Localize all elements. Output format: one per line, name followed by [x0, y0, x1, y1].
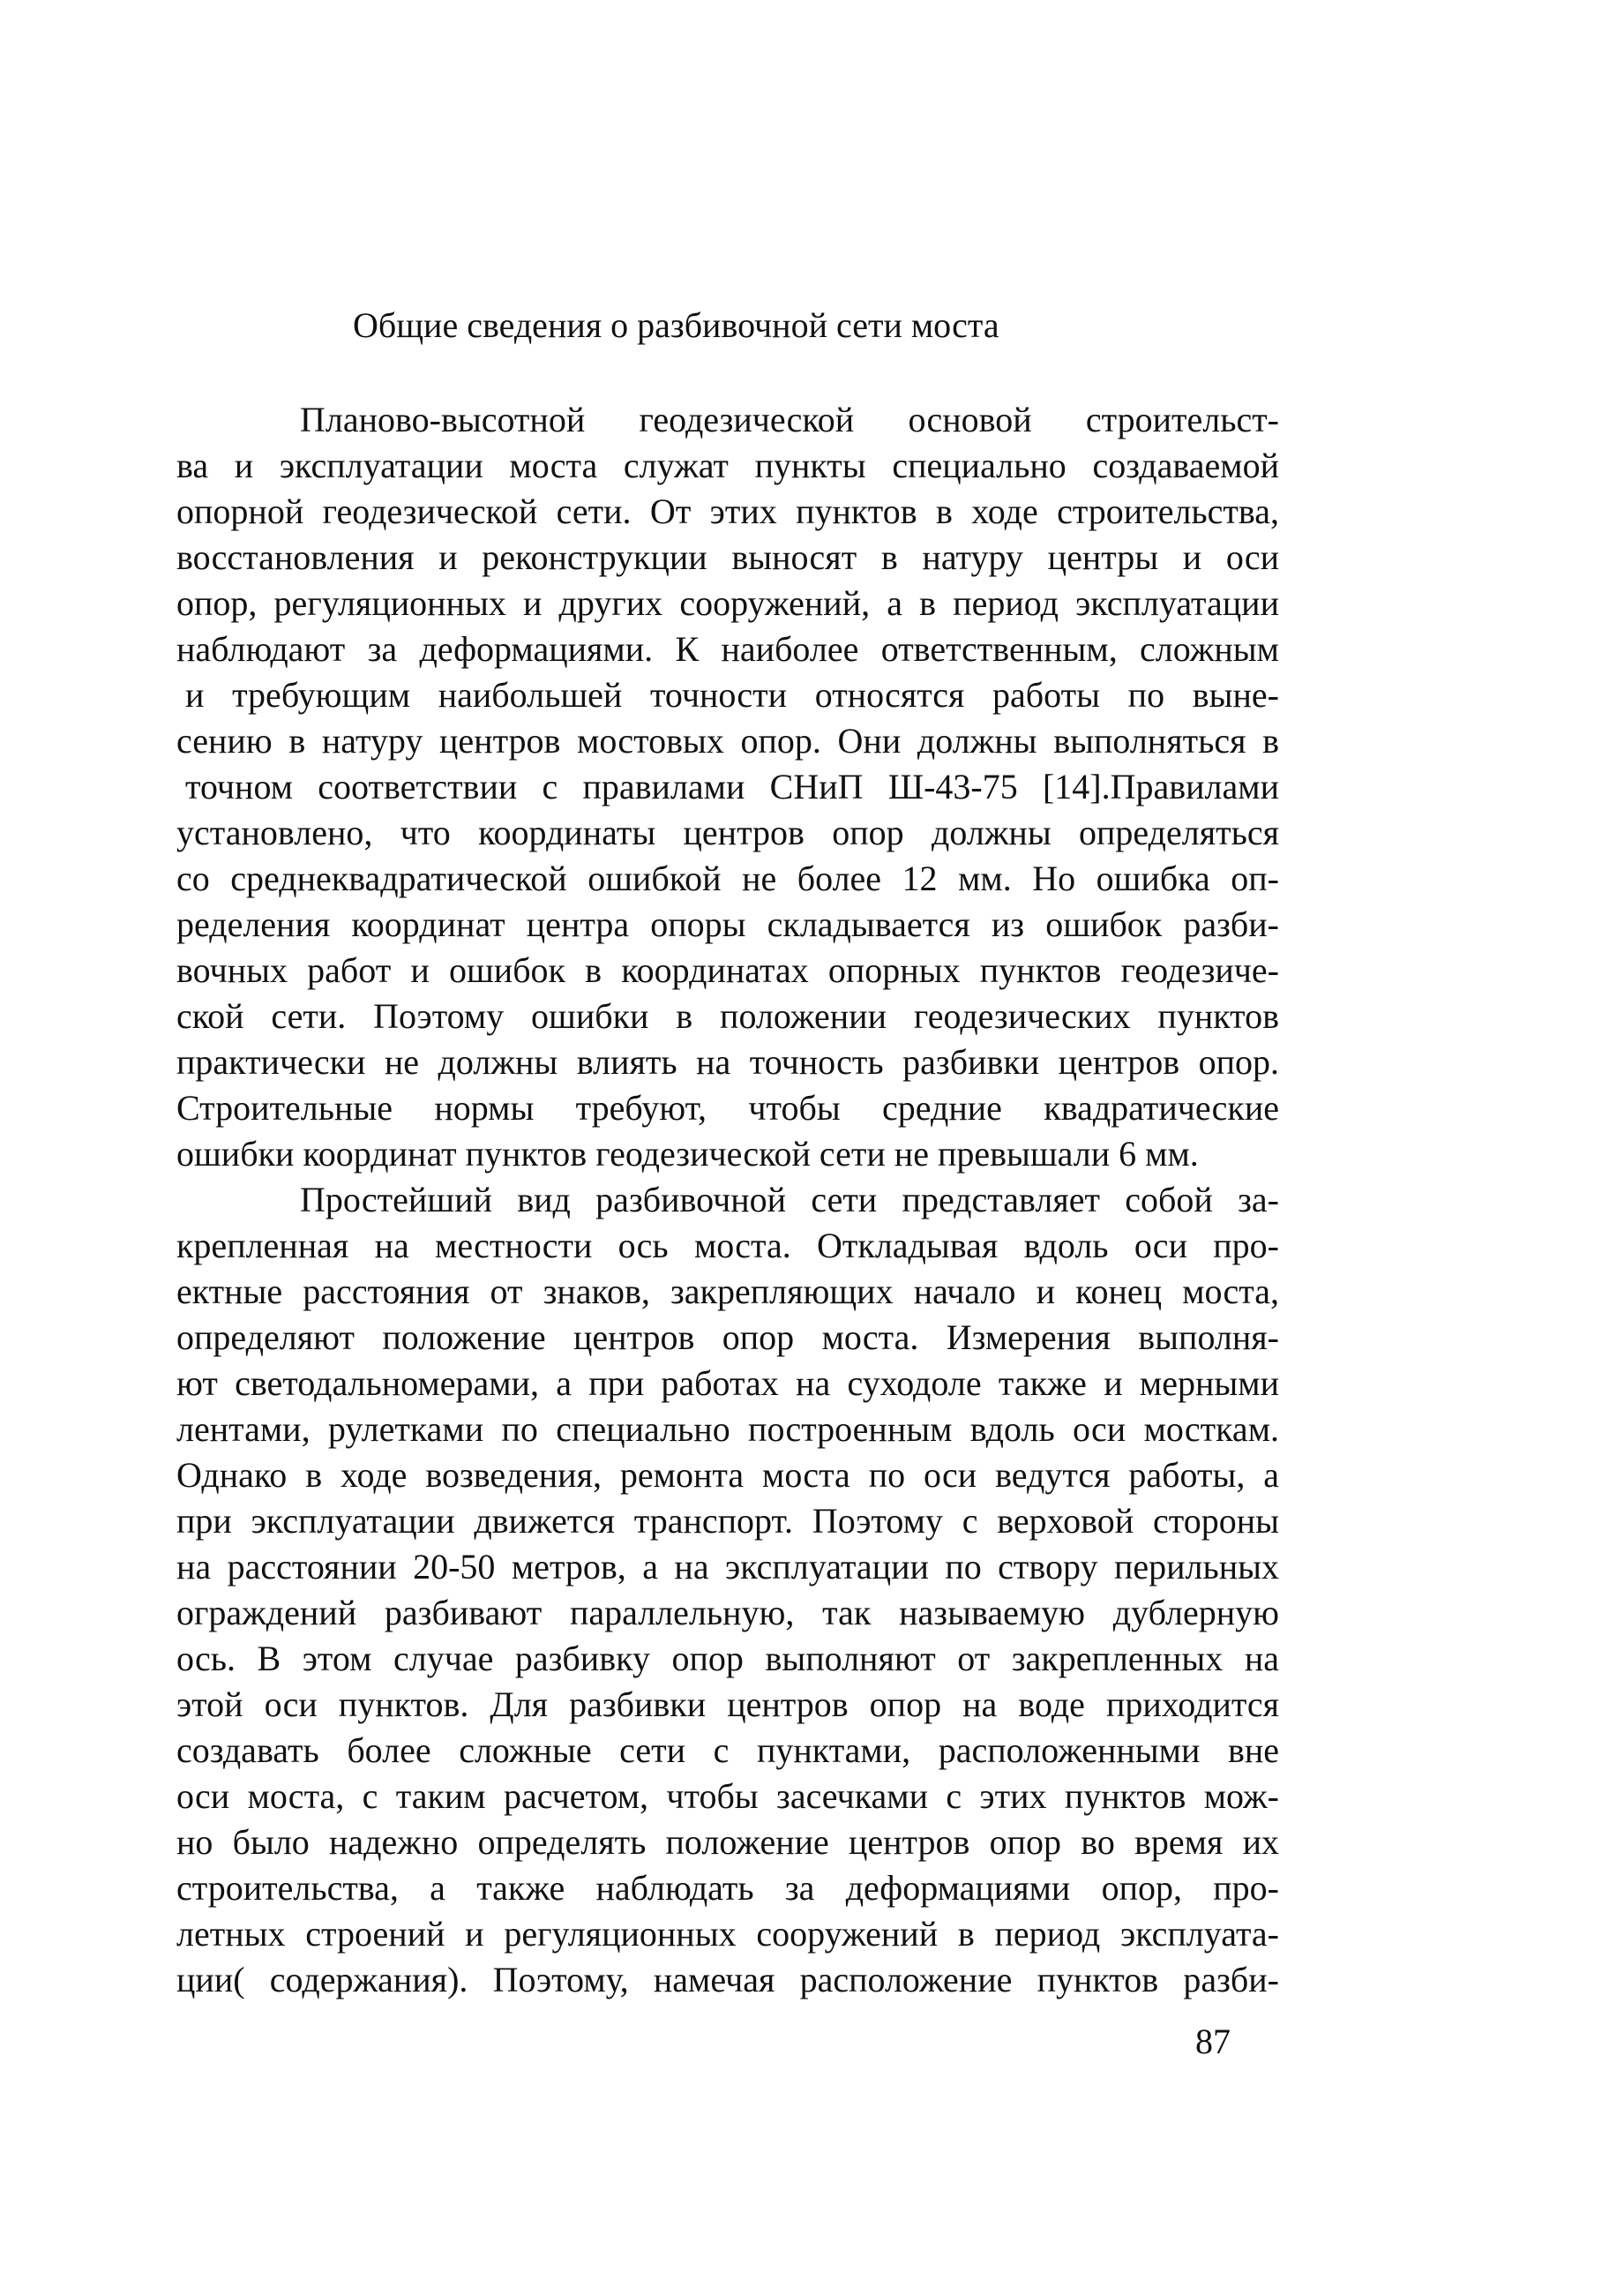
text-line: но было надежно определять положение центров опор во время их [176, 1822, 1279, 1862]
text-line: ва и эксплуатации моста служат пункты специально создаваемой [176, 446, 1279, 485]
text-line: точном соответствии с правилами СНиП Ш-43-75 [14].Правилами [185, 767, 1279, 806]
text-line: наблюдают за деформациями. К наиболее ответственным, сложным [176, 629, 1279, 669]
text-line: опор, регуляционных и других сооружений, а в период эксплуатации [176, 583, 1279, 623]
text-line: Строительные нормы требуют, чтобы средние квадратические [176, 1088, 1279, 1128]
section-title: Общие сведения о разбивочной сети моста [353, 305, 999, 345]
text-line: установлено, что координаты центров опор должны определяться [176, 813, 1279, 852]
text-line: оси моста, с таким расчетом, чтобы засечками с этих пунктов мож- [176, 1776, 1279, 1816]
text-line: Простейший вид разбивочной сети представляет собой за- [300, 1180, 1279, 1219]
text-line: со среднеквадратической ошибкой не более 12 мм. Но ошибка оп- [176, 859, 1279, 898]
text-line: ют светодальномерами, а при работах на суходоле также и мерными [176, 1363, 1279, 1403]
text-line: этой оси пунктов. Для разбивки центров опор на воде приходится [176, 1684, 1279, 1724]
text-line: и требующим наибольшей точности относятся работы по выне- [185, 675, 1279, 715]
text-line: лентами, рулетками по специально построенным вдоль оси мосткам. [176, 1409, 1279, 1449]
text-line: создавать более сложные сети с пунктами, расположенными вне [176, 1730, 1279, 1770]
text-line: ской сети. Поэтому ошибки в положении геодезических пунктов [176, 996, 1279, 1036]
text-line: ции( содержания). Поэтому, намечая расположение пунктов разби- [176, 1960, 1279, 1999]
text-line: ределения координат центра опоры складывается из ошибок разби- [176, 904, 1279, 944]
text-line: на расстоянии 20-50 метров, а на эксплуатации по створу перильных [176, 1547, 1279, 1587]
text-line: вочных работ и ошибок в координатах опорных пунктов геодезиче- [176, 950, 1279, 990]
text-line: ограждений разбивают параллельную, так называемую дублерную [176, 1593, 1279, 1632]
text-line: сению в натуру центров мостовых опор. Они должны выполняться в [176, 721, 1279, 761]
text-line: практически не должны влиять на точность разбивки центров опор. [176, 1042, 1279, 1082]
body-text [176, 397, 1279, 2003]
text-line: опорной геодезической сети. От этих пунктов в ходе строительства, [176, 491, 1279, 531]
text-line: ось. В этом случае разбивку опор выполняют от закрепленных на [176, 1639, 1279, 1678]
text-line: крепленная на местности ось моста. Откладывая вдоль оси про- [176, 1226, 1279, 1265]
text-line: определяют положение центров опор моста. Измерения выполня- [176, 1317, 1279, 1357]
text-line: ектные расстояния от знаков, закрепляющих начало и конец моста, [176, 1272, 1279, 1311]
text-line: летных строений и регуляционных сооружений в период эксплуата- [176, 1914, 1279, 1954]
text-line: ошибки координат пунктов геодезической сети не превышали 6 мм. [176, 1134, 1199, 1174]
text-line: восстановления и реконструкции выносят в натуру центры и оси [176, 537, 1279, 577]
page-number: 87 [1195, 2022, 1231, 2061]
text-line: при эксплуатации движется транспорт. Поэтому с верховой стороны [176, 1501, 1279, 1541]
text-line: Планово-высотной геодезической основой строительст- [300, 400, 1279, 439]
text-line: строительства, а также наблюдать за деформациями опор, про- [176, 1868, 1279, 1908]
text-line: Однако в ходе возведения, ремонта моста по оси ведутся работы, а [176, 1455, 1279, 1495]
